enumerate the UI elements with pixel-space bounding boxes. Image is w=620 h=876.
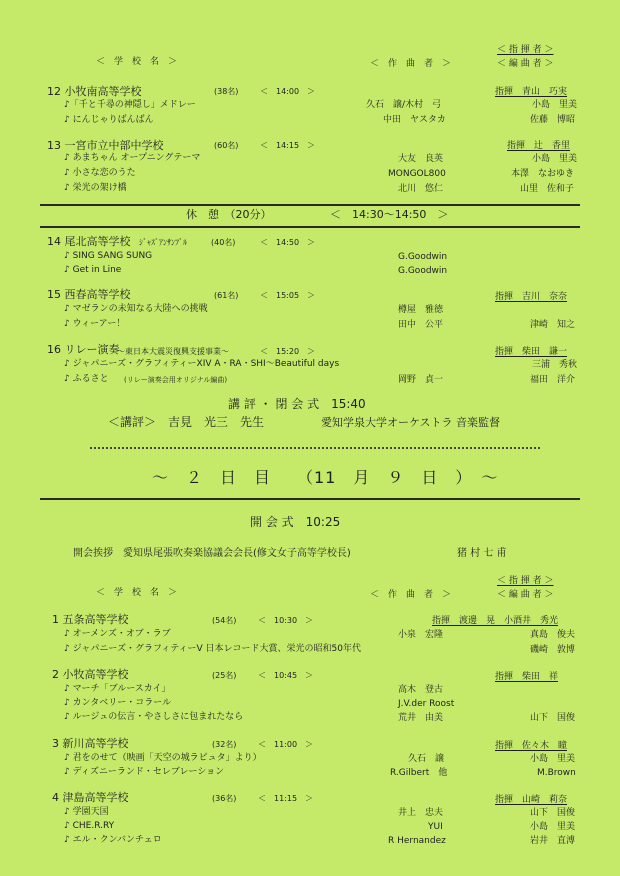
song-title: ♪ 小さな恋のうた xyxy=(64,168,136,178)
song-arranger: 津崎 知之 xyxy=(530,320,576,330)
song-title: ♪ ふるさと xyxy=(64,374,109,384)
song-composer: R Hernandez xyxy=(388,836,446,846)
closing-judge: ＜講評＞ 吉見 光三 先生 xyxy=(108,415,265,429)
header-arranger: ＜ 編 曲 者 ＞ xyxy=(497,59,554,69)
school-conductor: 指揮 柴田 謙一 xyxy=(495,347,568,357)
school-count: (40名) xyxy=(211,238,236,247)
divider-top xyxy=(40,204,580,206)
song-composer: 田中 公平 xyxy=(398,320,444,330)
song-arranger: 小島 里美 xyxy=(532,100,578,110)
school-name: 12 小牧南高等学校 xyxy=(47,85,142,98)
school-count: (61名) xyxy=(214,291,239,300)
school-name: 4 津島高等学校 xyxy=(52,791,129,804)
header-conductor: ＜ 指 揮 者 ＞ xyxy=(497,576,554,586)
song-composer: 久石 譲/木村 弓 xyxy=(366,100,442,110)
song-title: ♪ ルージュの伝言・やさしさに包まれたなら xyxy=(64,712,244,722)
greeting-name: 猪 村 七 甫 xyxy=(457,548,507,559)
song-title: ♪ マゼランの未知なる大陸への挑戦 xyxy=(64,304,208,314)
school-conductor: 指揮 辻 香里 xyxy=(507,141,571,151)
break-time: ＜ 14:30～14:50 ＞ xyxy=(330,208,449,221)
header-school: ＜ 学 校 名 ＞ xyxy=(96,57,178,67)
song-composer: 高木 登古 xyxy=(398,685,444,695)
song-arranger: 山下 国俊 xyxy=(530,808,576,818)
song-composer: 岡野 貞一 xyxy=(398,375,444,385)
song-arranger: 磯崎 敦博 xyxy=(530,645,576,655)
school-name: 14 尾北高等学校 xyxy=(47,235,131,248)
school-count: (60名) xyxy=(214,141,239,150)
song-composer: 荒井 由美 xyxy=(398,713,444,723)
song-composer: G.Goodwin xyxy=(398,252,448,262)
school-count: (36名) xyxy=(212,794,237,803)
song-arranger: 真島 俊夫 xyxy=(530,630,576,640)
school-name: 16 リレー演奏 xyxy=(47,343,120,356)
school-conductor: 指揮 吉川 奈奈 xyxy=(495,292,568,302)
song-arranger: 本澤 なおゆき xyxy=(511,169,575,179)
song-composer: J.V.der Roost xyxy=(398,699,455,709)
divider-day2 xyxy=(40,498,580,500)
song-arranger: 三浦 秀秋 xyxy=(532,360,578,370)
dotted-divider xyxy=(90,447,540,449)
song-title: ♪「千と千尋の神隠し」メドレー xyxy=(64,100,196,110)
song-composer: 樽屋 雅徳 xyxy=(398,305,444,315)
school-count: (25名) xyxy=(212,671,237,680)
school-suffix: ｼﾞｬｽﾞｱﾝｻﾝﾌﾞﾙ xyxy=(139,238,187,247)
school-time: ＜ 15:05 ＞ xyxy=(260,291,316,300)
song-arranger: 福田 洋介 xyxy=(530,375,576,385)
song-composer: 井上 忠夫 xyxy=(398,808,444,818)
school-name: 2 小牧高等学校 xyxy=(52,668,129,681)
day2-title: ～ ２ 日 目 （11 月 ９ 日 ） ～ xyxy=(152,468,499,487)
song-title: ♪ マーチ「ブルースカイ」 xyxy=(64,684,171,694)
song-title: ♪ 栄光の架け橋 xyxy=(64,183,127,193)
song-composer: G.Goodwin xyxy=(398,266,448,276)
song-composer: 北川 悠仁 xyxy=(398,184,444,194)
song-title: ♪ ウィーアー！ xyxy=(64,319,126,329)
song-title: ♪ ジャパニーズ・グラフィティーXIV A・RA・SHI～Beautiful days xyxy=(64,359,340,369)
song-title: ♪ ディズニーランド・セレブレーション xyxy=(64,767,225,777)
song-title: ♪ Get in Line xyxy=(64,265,122,275)
school-name: 13 一宮市立中部中学校 xyxy=(47,139,164,152)
song-arranger: M.Brown xyxy=(537,768,576,778)
divider-bottom xyxy=(40,226,580,228)
song-arranger: 山下 国俊 xyxy=(530,713,576,723)
school-suffix: ～東日本大震災復興支援事業～ xyxy=(117,347,229,356)
school-time: ＜ 10:45 ＞ xyxy=(258,671,314,680)
school-name: 15 西春高等学校 xyxy=(47,288,131,301)
greeting-text: 開会挨拶 愛知県尾張吹奏楽協議会会長(修文女子高等学校長) xyxy=(73,548,351,559)
song-title: ♪ オーメンズ・オブ・ラブ xyxy=(64,629,171,639)
song-composer: 中田 ヤスタカ xyxy=(383,115,446,125)
header-arranger: ＜ 編 曲 者 ＞ xyxy=(497,590,554,600)
school-count: (38名) xyxy=(214,87,239,96)
song-composer: 久石 譲 xyxy=(408,754,445,764)
opening-title: 開 会 式 10:25 xyxy=(250,515,341,529)
school-time: ＜ 11:00 ＞ xyxy=(258,740,314,749)
song-composer: YUI xyxy=(428,822,443,832)
song-title: ♪ あまちゃん オープニングテーマ xyxy=(64,153,201,163)
closing-judge-org: 愛知学泉大学オーケストラ 音楽監督 xyxy=(321,416,501,429)
school-conductor: 指揮 佐々木 瞳 xyxy=(495,741,568,751)
school-name: 3 新川高等学校 xyxy=(52,737,129,750)
song-title: ♪ 学園天国 xyxy=(64,807,109,817)
song-arranger: 岩井 直溥 xyxy=(530,836,576,846)
header-conductor: ＜ 指 揮 者 ＞ xyxy=(497,45,554,55)
song-title: ♪ エル・クンバンチェロ xyxy=(64,835,162,845)
song-arranger: 小島 里美 xyxy=(530,822,576,832)
school-count: (32名) xyxy=(212,740,237,749)
closing-title: 講 評 ・ 閉 会 式 15:40 xyxy=(228,397,366,411)
header-composer: ＜ 作 曲 者 ＞ xyxy=(370,590,452,600)
song-composer: 小泉 宏隆 xyxy=(398,630,444,640)
song-note: (リレー演奏会用オリジナル編曲) xyxy=(124,376,228,384)
song-arranger: 佐藤 博昭 xyxy=(530,115,576,125)
song-title: ♪ にんじゃりばんばん xyxy=(64,115,154,125)
school-count: (54名) xyxy=(212,616,237,625)
song-arranger: 山里 佐和子 xyxy=(520,184,575,194)
song-composer: R.Gilbert 他 xyxy=(390,768,448,778)
school-time: ＜ 11:15 ＞ xyxy=(258,794,314,803)
school-time: ＜ 15:20 ＞ xyxy=(260,347,316,356)
song-title: ♪ CHE.R.RY xyxy=(64,821,115,831)
school-time: ＜ 10:30 ＞ xyxy=(258,616,314,625)
school-conductor: 指揮 山崎 莉奈 xyxy=(495,795,568,805)
school-conductor: 指揮 渡邊 晃 小酒井 秀光 xyxy=(432,616,559,626)
song-title: ♪ カンタベリー・コラール xyxy=(64,698,172,708)
header-school: ＜ 学 校 名 ＞ xyxy=(96,588,178,598)
song-arranger: 小島 里美 xyxy=(530,754,576,764)
header-composer: ＜ 作 曲 者 ＞ xyxy=(370,59,452,69)
song-title: ♪ 君をのせて（映画「天空の城ラピュタ」より） xyxy=(64,753,262,763)
school-time: ＜ 14:00 ＞ xyxy=(260,87,316,96)
song-composer: 大友 良英 xyxy=(398,154,444,164)
school-name: 1 五条高等学校 xyxy=(52,613,129,626)
song-composer: MONGOL800 xyxy=(388,169,446,179)
school-conductor: 指揮 青山 巧実 xyxy=(495,87,568,97)
song-title: ♪ ジャパニーズ・グラフィティーV 日本レコード大賞、栄光の昭和50年代 xyxy=(64,644,362,654)
song-arranger: 小島 里美 xyxy=(532,154,578,164)
school-time: ＜ 14:50 ＞ xyxy=(260,238,316,247)
break-label: 休 憩 （20分） xyxy=(186,208,272,221)
school-time: ＜ 14:15 ＞ xyxy=(260,141,316,150)
school-conductor: 指揮 柴田 祥 xyxy=(495,672,559,682)
song-title: ♪ SING SANG SUNG xyxy=(64,251,153,261)
